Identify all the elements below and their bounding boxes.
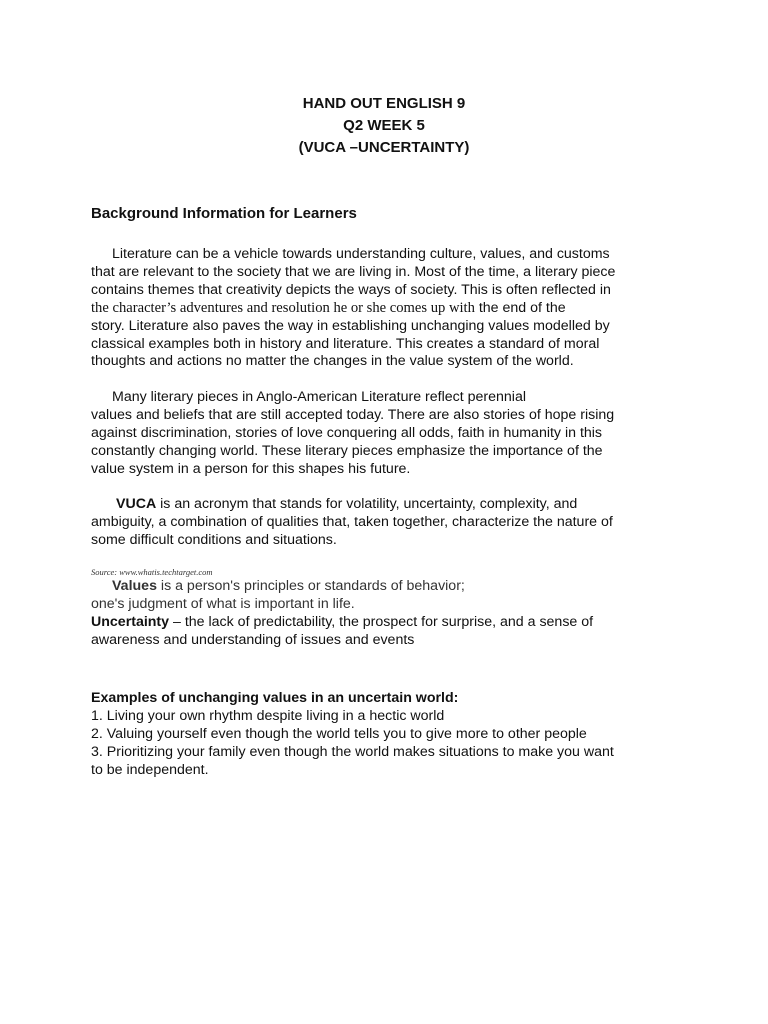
definition-line: one's judgment of what is important in life.	[91, 595, 355, 612]
paragraph-line	[91, 300, 661, 318]
paragraph-text: the end of the	[474, 299, 566, 316]
paragraph-vuca	[91, 496, 661, 550]
document-title	[0, 93, 768, 159]
definitions	[91, 578, 661, 650]
source-citation: Source: www.whatis.techtarget.com	[91, 567, 213, 577]
examples-section	[91, 690, 661, 780]
paragraph-line: values and beliefs that are still accepted today. There are also stories of hope rising	[91, 406, 615, 423]
paragraph-line: classical examples both in history and literature. This creates a standard of moral	[91, 335, 600, 352]
paragraph-literature	[91, 246, 661, 371]
paragraph-line: Literature can be a vehicle towards understanding culture, values, and customs	[112, 246, 610, 262]
title-line-1: HAND OUT ENGLISH 9	[302, 95, 466, 112]
examples-heading: Examples of unchanging values in an uncertain world:	[91, 690, 459, 706]
list-item: 1. Living your own rhythm despite living in a hectic world	[91, 707, 445, 724]
paragraph-line: that are relevant to the society that we are living in. Most of the time, a literary piece	[91, 263, 616, 280]
paragraph-line: Many literary pieces in Anglo-American Literature reflect perennial	[112, 389, 526, 405]
paragraph-line: thoughts and actions no matter the changes in the value system of the world.	[91, 353, 574, 370]
paragraph-line: story. Literature also paves the way in establishing unchanging values modelled by	[91, 317, 610, 334]
serif-text: the character’s adventures and resolution he or she comes up with	[91, 299, 475, 316]
paragraph-line: against discrimination, stories of love conquering all odds, faith in humanity in this	[91, 424, 603, 441]
definition-line	[91, 578, 661, 596]
paragraph-line: value system in a person for this shapes his future.	[91, 460, 411, 477]
paragraph-line: ambiguity, a combination of qualities that, taken together, characterize the nature of	[91, 513, 613, 530]
paragraph-text: is an acronym that stands for volatility, uncertainty, complexity, and	[156, 496, 578, 512]
paragraph-line: some difficult conditions and situations.	[91, 531, 337, 548]
title-line-2: Q2 WEEK 5	[343, 117, 425, 134]
paragraph-line: constantly changing world. These literary pieces emphasize the importance of the	[91, 442, 603, 459]
paragraph-anglo-american	[91, 389, 661, 479]
definition-text: is a person's principles or standards of behavior;	[156, 578, 465, 594]
definition-text: – the lack of predictability, the prospect for surprise, and a sense of	[169, 613, 594, 630]
vuca-term: VUCA	[116, 496, 157, 512]
list-item: 2. Valuing yourself even though the world tells you to give more to other people	[91, 725, 587, 742]
title-line-3: (VUCA –UNCERTAINTY)	[298, 139, 470, 156]
section-heading: Background Information for Learners	[91, 205, 357, 222]
paragraph-line: contains themes that creativity depicts the ways of society. This is often reflected in	[91, 281, 611, 298]
list-item: 3. Prioritizing your family even though the world makes situations to make you want	[91, 743, 614, 760]
values-term: Values	[112, 578, 157, 594]
list-item: to be independent.	[91, 761, 209, 778]
definition-line	[91, 614, 661, 632]
paragraph-line	[91, 496, 661, 514]
definition-line: awareness and understanding of issues and events	[91, 631, 415, 648]
uncertainty-term: Uncertainty	[91, 613, 170, 630]
